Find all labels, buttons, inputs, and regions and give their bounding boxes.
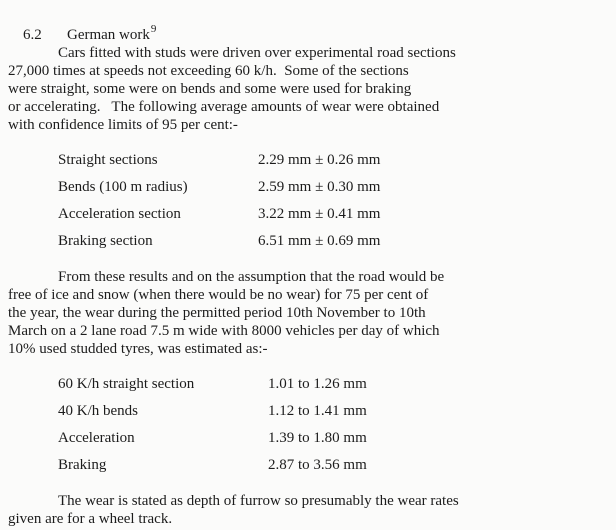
table-row [58, 178, 381, 196]
paragraph-line: From these results and on the assumption that the road would be [58, 269, 445, 285]
paragraph-line: 27,000 times at speeds not exceeding 60 k/h. Some of the sections [8, 63, 409, 79]
paragraph-line: Cars fitted with studs were driven over experimental road sections [58, 45, 456, 61]
section-title: German work [67, 27, 150, 43]
section-number: 6.2 [23, 27, 42, 43]
row-label: Straight sections [58, 152, 158, 168]
row-value: 1.01 to 1.26 mm [268, 376, 367, 392]
row-value: 1.12 to 1.41 mm [268, 403, 367, 419]
row-label: Braking section [58, 233, 153, 249]
paragraph-line: 10% used studded tyres, was estimated as:- [8, 341, 268, 357]
row-label: Acceleration section [58, 206, 181, 222]
table-row [58, 375, 367, 393]
row-value: 2.59 mm ± 0.30 mm [258, 179, 381, 195]
row-label: Braking [58, 457, 107, 473]
row-label: Bends (100 m radius) [58, 179, 188, 195]
paragraph-line: free of ice and snow (when there would be no wear) for 75 per cent of [8, 287, 429, 303]
row-value: 6.51 mm ± 0.69 mm [258, 233, 381, 249]
row-label: 40 K/h bends [58, 403, 138, 419]
table-row [58, 402, 367, 420]
row-value: 2.29 mm ± 0.26 mm [258, 152, 381, 168]
paragraph-line: given are for a wheel track. [8, 511, 173, 527]
paragraph-line: The wear is stated as depth of furrow so presumably the wear rates [58, 493, 459, 509]
table-row [58, 429, 367, 447]
table-row [58, 151, 381, 169]
paragraph-line: March on a 2 lane road 7.5 m wide with 8000 vehicles per day of which [8, 323, 440, 339]
paragraph-line: with confidence limits of 95 per cent:- [8, 117, 238, 133]
table-row [58, 456, 367, 474]
row-value: 1.39 to 1.80 mm [268, 430, 367, 446]
row-value: 2.87 to 3.56 mm [268, 457, 367, 473]
table-row [58, 205, 381, 223]
paragraph-line: or accelerating. The following average amounts of wear were obtained [8, 99, 440, 115]
footnote-marker: 9 [150, 23, 157, 35]
paragraph-line: the year, the wear during the permitted period 10th November to 10th [8, 305, 426, 321]
paragraph-line: were straight, some were on bends and some were used for braking [8, 81, 412, 97]
row-label: Acceleration [58, 430, 135, 446]
table-row [58, 232, 381, 250]
row-label: 60 K/h straight section [58, 376, 195, 392]
row-value: 3.22 mm ± 0.41 mm [258, 206, 381, 222]
